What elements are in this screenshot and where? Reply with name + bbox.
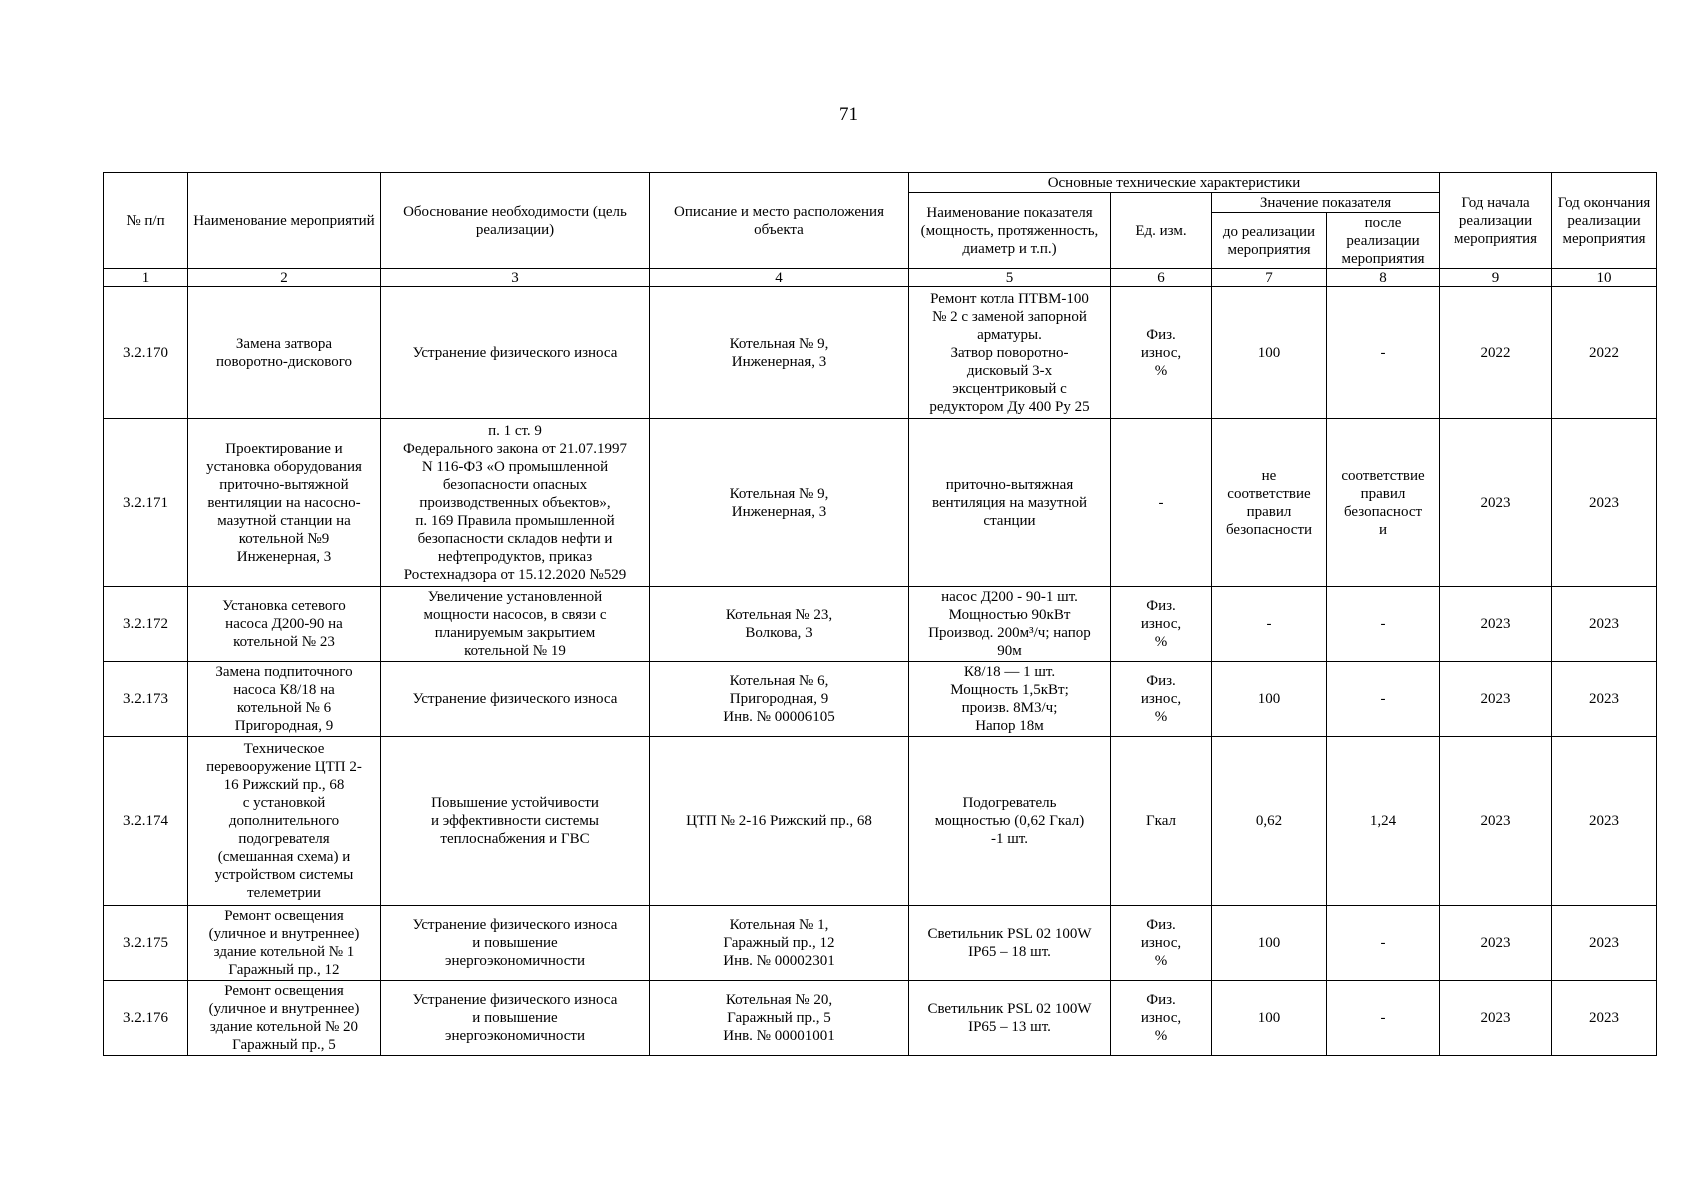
cell-start-year: 2023 [1440, 737, 1552, 906]
cell-start-year: 2023 [1440, 419, 1552, 587]
table-body [104, 287, 1657, 1056]
header-parameter: Наименование показателя (мощность, протяженность, диаметр и т.п.) [909, 193, 1111, 269]
cell-parameter: Ремонт котла ПТВМ-100 № 2 с заменой запорной арматуры. Затвор поворотно- дисковый 3-х эксцентриковый с редуктором Ду 400 Ру 25 [909, 287, 1111, 419]
cell-unit: Физ. износ, % [1111, 587, 1212, 662]
cell-start-year: 2023 [1440, 981, 1552, 1056]
cell-start-year: 2023 [1440, 587, 1552, 662]
cell-after: - [1327, 662, 1440, 737]
header-name: Наименование мероприятий [188, 173, 381, 269]
cell-end-year: 2022 [1552, 287, 1657, 419]
cell-before: - [1212, 587, 1327, 662]
column-number: 1 [104, 269, 188, 287]
cell-parameter: Светильник PSL 02 100W IP65 – 18 шт. [909, 906, 1111, 981]
cell-name: Установка сетевого насоса Д200-90 на котельной № 23 [188, 587, 381, 662]
column-number: 7 [1212, 269, 1327, 287]
cell-end-year: 2023 [1552, 419, 1657, 587]
cell-reason: Устранение физического износа и повышение энергоэкономичности [381, 906, 650, 981]
cell-after: - [1327, 906, 1440, 981]
measures-table [103, 172, 1657, 1056]
header-before: до реализации мероприятия [1212, 213, 1327, 269]
cell-reason: Устранение физического износа [381, 662, 650, 737]
column-number: 9 [1440, 269, 1552, 287]
column-number: 10 [1552, 269, 1657, 287]
cell-end-year: 2023 [1552, 587, 1657, 662]
column-number: 6 [1111, 269, 1212, 287]
cell-num: 3.2.174 [104, 737, 188, 906]
cell-num: 3.2.171 [104, 419, 188, 587]
page-number: 71 [839, 104, 858, 125]
cell-num: 3.2.176 [104, 981, 188, 1056]
cell-before: не соответствие правил безопасности [1212, 419, 1327, 587]
table-row [104, 662, 1657, 737]
cell-description: Котельная № 9, Инженерная, 3 [650, 287, 909, 419]
cell-num: 3.2.172 [104, 587, 188, 662]
cell-name: Замена затвора поворотно-дискового [188, 287, 381, 419]
cell-after: - [1327, 981, 1440, 1056]
cell-description: Котельная № 20, Гаражный пр., 5 Инв. № 00001001 [650, 981, 909, 1056]
header-unit: Ед. изм. [1111, 193, 1212, 269]
cell-reason: Повышение устойчивости и эффективности системы теплоснабжения и ГВС [381, 737, 650, 906]
cell-description: Котельная № 23, Волкова, 3 [650, 587, 909, 662]
cell-end-year: 2023 [1552, 662, 1657, 737]
cell-num: 3.2.173 [104, 662, 188, 737]
cell-start-year: 2023 [1440, 662, 1552, 737]
cell-parameter: Светильник PSL 02 100W IP65 – 13 шт. [909, 981, 1111, 1056]
cell-description: Котельная № 6, Пригородная, 9 Инв. № 00006105 [650, 662, 909, 737]
cell-parameter: Подогреватель мощностью (0,62 Гкал) -1 шт. [909, 737, 1111, 906]
header-start-year: Год начала реализации мероприятия [1440, 173, 1552, 269]
table-row [104, 419, 1657, 587]
cell-before: 100 [1212, 287, 1327, 419]
table-row [104, 737, 1657, 906]
cell-unit: Физ. износ, % [1111, 906, 1212, 981]
cell-unit: - [1111, 419, 1212, 587]
cell-parameter: К8/18 — 1 шт. Мощность 1,5кВт; произв. 8М3/ч; Напор 18м [909, 662, 1111, 737]
cell-name: Замена подпиточного насоса К8/18 на котельной № 6 Пригородная, 9 [188, 662, 381, 737]
cell-after: - [1327, 587, 1440, 662]
cell-name: Техническое перевооружение ЦТП 2- 16 Рижский пр., 68 с установкой дополнительного подогревателя (смешанная схема) и устройством системы телеметрии [188, 737, 381, 906]
cell-description: Котельная № 1, Гаражный пр., 12 Инв. № 00002301 [650, 906, 909, 981]
cell-after: - [1327, 287, 1440, 419]
column-number: 2 [188, 269, 381, 287]
cell-parameter: насос Д200 - 90-1 шт. Мощностью 90кВт Производ. 200м³/ч; напор 90м [909, 587, 1111, 662]
table-header [104, 173, 1657, 287]
cell-name: Проектирование и установка оборудования приточно-вытяжной вентиляции на насосно- мазутной станции на котельной №9 Инженерная, 3 [188, 419, 381, 587]
column-number: 5 [909, 269, 1111, 287]
cell-description: Котельная № 9, Инженерная, 3 [650, 419, 909, 587]
column-number-row [104, 269, 1657, 287]
cell-unit: Физ. износ, % [1111, 662, 1212, 737]
cell-unit: Физ. износ, % [1111, 981, 1212, 1056]
header-end-year: Год окончания реализации мероприятия [1552, 173, 1657, 269]
cell-after: 1,24 [1327, 737, 1440, 906]
cell-end-year: 2023 [1552, 737, 1657, 906]
cell-reason: Устранение физического износа и повышение энергоэкономичности [381, 981, 650, 1056]
header-num: № п/п [104, 173, 188, 269]
cell-before: 100 [1212, 906, 1327, 981]
column-number: 3 [381, 269, 650, 287]
cell-name: Ремонт освещения (уличное и внутреннее) здание котельной № 1 Гаражный пр., 12 [188, 906, 381, 981]
cell-reason: Устранение физического износа [381, 287, 650, 419]
cell-num: 3.2.170 [104, 287, 188, 419]
cell-unit: Физ. износ, % [1111, 287, 1212, 419]
cell-before: 100 [1212, 662, 1327, 737]
header-reason: Обоснование необходимости (цель реализации) [381, 173, 650, 269]
header-description: Описание и место расположения объекта [650, 173, 909, 269]
table-row [104, 906, 1657, 981]
cell-reason: Увеличение установленной мощности насосов, в связи с планируемым закрытием котельной № 19 [381, 587, 650, 662]
column-number: 8 [1327, 269, 1440, 287]
cell-unit: Гкал [1111, 737, 1212, 906]
cell-name: Ремонт освещения (уличное и внутреннее) здание котельной № 20 Гаражный пр., 5 [188, 981, 381, 1056]
table-row [104, 981, 1657, 1056]
cell-reason: п. 1 ст. 9 Федерального закона от 21.07.1997 N 116-ФЗ «О промышленной безопасности опасных производственных объектов», п. 169 Правила промышленной безопасности складов нефти и нефтепродуктов, приказ Ростехнадзора от 15.12.2020 №529 [381, 419, 650, 587]
cell-before: 0,62 [1212, 737, 1327, 906]
cell-num: 3.2.175 [104, 906, 188, 981]
cell-after: соответствие правил безопасност и [1327, 419, 1440, 587]
cell-description: ЦТП № 2-16 Рижский пр., 68 [650, 737, 909, 906]
cell-start-year: 2023 [1440, 906, 1552, 981]
header-after: после реализации мероприятия [1327, 213, 1440, 269]
table-row [104, 587, 1657, 662]
header-value-group: Значение показателя [1212, 193, 1440, 213]
cell-parameter: приточно-вытяжная вентиляция на мазутной станции [909, 419, 1111, 587]
cell-end-year: 2023 [1552, 906, 1657, 981]
header-tech-group: Основные технические характеристики [909, 173, 1440, 193]
cell-start-year: 2022 [1440, 287, 1552, 419]
column-number: 4 [650, 269, 909, 287]
cell-end-year: 2023 [1552, 981, 1657, 1056]
table-row [104, 287, 1657, 419]
cell-before: 100 [1212, 981, 1327, 1056]
